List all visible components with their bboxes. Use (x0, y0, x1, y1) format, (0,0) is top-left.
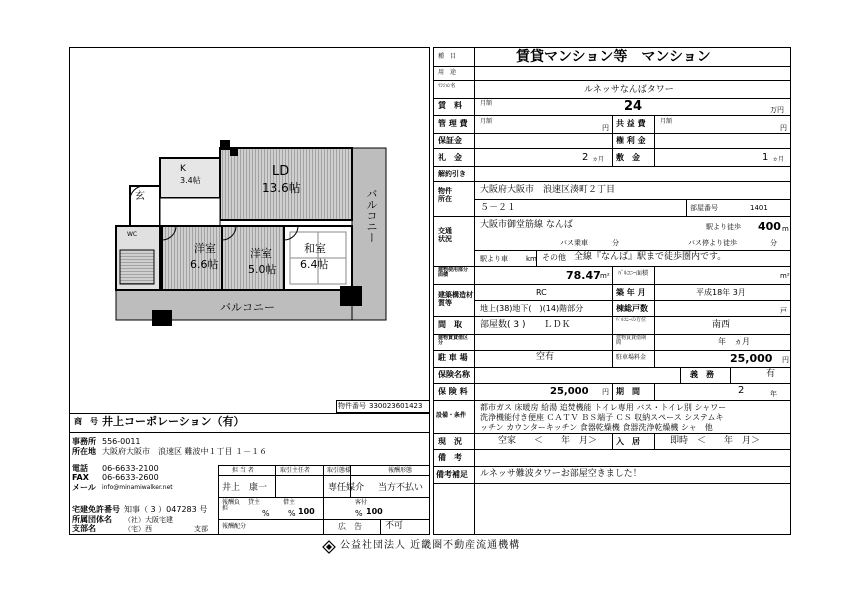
r-mid-2 (612, 266, 613, 334)
r-rule-24 (433, 483, 791, 484)
move-in-label: 入 居 (616, 437, 640, 446)
parking-label: 駐 車 場 (438, 353, 468, 362)
r-rule-14 (475, 300, 791, 301)
r-mid-3b (654, 334, 655, 367)
tel-label: 電話 (72, 464, 88, 473)
room-washitsu-label: 和室 (304, 242, 326, 255)
bus-ride: バス乗車 (560, 239, 588, 247)
insurance-fee-label: 保 険 料 (438, 387, 468, 396)
r-mid-1 (612, 115, 613, 166)
r-rule-2 (433, 80, 791, 81)
hoshu-label: 報酬形態 (388, 467, 413, 474)
r-rule-22 (433, 449, 791, 450)
postal-code: 556-0011 (102, 437, 141, 446)
shubetsu-label: 種 目 (438, 53, 457, 60)
parking-fee-unit: 円 (782, 356, 789, 364)
area-label: 建物使用部分面積 (438, 267, 469, 278)
assoc-name: （社）大阪宅建 (124, 516, 173, 524)
tel-number: 06-6633-2100 (102, 464, 159, 473)
room-kitchen-label: K (180, 164, 186, 174)
fee-burden-label: 報酬負担 (222, 499, 241, 512)
license-number: 知事（ 3 ）047283 号 (124, 505, 208, 514)
room-washitsu-size: 6.4帖 (300, 258, 329, 271)
status-value: 空家 ＜ 年 月＞ (498, 436, 598, 446)
madori-label: 間 取 (438, 320, 462, 329)
walk-label: 駅より徒歩 (706, 223, 741, 231)
insurance-fee-unit: 円 (602, 388, 609, 396)
r-rule-7 (433, 166, 791, 167)
other-label: その他 (542, 253, 566, 262)
property-name: ルネッサなんばタワー (584, 85, 674, 95)
bus-stop-walk: バス停より徒歩 (688, 239, 737, 247)
age-value: 平成18年 3月 (696, 288, 746, 297)
room-yoshitsu2-size: 5.0帖 (248, 263, 277, 276)
tanto-label: 担 当 者 (232, 467, 254, 474)
direction-value: 南西 (712, 320, 731, 330)
period-unit: 年 (770, 390, 777, 398)
area-value: 78.47 (566, 269, 601, 282)
kyoeki-label: 共 益 費 (616, 119, 646, 128)
assoc-label: 所属団体名 (72, 515, 112, 524)
insurance-name-label: 保険名称 (438, 370, 470, 379)
hoshu-value: 当方不払い (378, 483, 424, 493)
property-no-label: 物件番号 (338, 402, 366, 410)
parking-fee-value: 25,000 (730, 352, 773, 365)
area-unit: m² (600, 272, 610, 280)
term-label: 建物賃貸借期間 (616, 335, 647, 346)
footer-org: 公益社団法人 近畿圏不動産流通機構 (340, 540, 521, 551)
other-text: 全線『なんば』駅まで徒歩圏内です。 (574, 252, 727, 262)
staff-col-1 (275, 465, 276, 497)
reikin-label: 礼 金 (438, 153, 462, 162)
kashi-value: % (262, 509, 270, 518)
parking-value: 空有 (536, 352, 555, 362)
reikin-unit: ヵ月 (592, 156, 605, 163)
office-label: 事務所 (72, 437, 96, 446)
kaiyaku-label: 解約引き (438, 170, 466, 178)
struct-value: RC (536, 288, 547, 297)
shikikin-value: 1 (762, 152, 769, 163)
status-label: 現 況 (438, 437, 462, 446)
kashi-label: 貸主 (248, 499, 261, 506)
r-rule-11 (475, 250, 791, 251)
mail-label: メール (72, 483, 96, 492)
r-mid-7 (686, 199, 687, 216)
move-in-value: 即時 ＜ 年 月＞ (670, 436, 761, 446)
shugyo-label: 取引主任者 (280, 467, 311, 474)
bus-min: 分 (612, 239, 619, 247)
r-rule-23 (433, 466, 791, 467)
rooms-value: 部屋数( 3 ) ＬＤＫ (480, 320, 571, 330)
units-unit: 戸 (780, 307, 787, 315)
karite-label: 借主 (283, 499, 296, 506)
rent-unit: 万円 (770, 106, 784, 114)
company-name-label: 商 号 (74, 417, 98, 426)
karite-pct: % (288, 509, 296, 518)
name-label: ﾏﾝｼｮﾝ名 (438, 83, 456, 89)
train-line: 大阪市御堂筋線 なんば (480, 220, 573, 230)
walk-unit: m (782, 225, 789, 233)
r-mid-3 (612, 334, 613, 367)
direction-label: ﾊﾞﾙｺﾆｰの方位 (616, 317, 647, 323)
balcony-bottom-label: バルコニー (220, 301, 275, 314)
yoto-label: 用 途 (438, 69, 457, 76)
r-mid-5 (612, 383, 613, 400)
balcony-right-label: バルコニー (365, 188, 378, 243)
rent-value: 24 (624, 99, 643, 114)
staff-rule-3 (218, 519, 430, 520)
period-label: 期 間 (616, 387, 640, 396)
bus-stop-min: 分 (770, 239, 777, 247)
balcony-area-label: ﾊﾞﾙｺﾆｰ面積 (618, 270, 649, 277)
license-label: 宅建免許番号 (72, 505, 120, 514)
haibun-value: 100 (366, 507, 383, 516)
location-label: 物件所在 (438, 187, 452, 203)
r-rule-20 (433, 400, 791, 401)
rent-label: 賃 料 (438, 101, 462, 110)
address-label: 所在地 (72, 447, 96, 456)
r-mid-4 (680, 367, 681, 383)
property-no: 330023601423 (369, 402, 423, 410)
kenri-label: 権 利 金 (616, 136, 646, 145)
r-mid-6 (612, 433, 613, 449)
room-ld-size: 13.6帖 (262, 181, 301, 195)
total-units-label: 棟総戸数 (616, 304, 648, 313)
reikin-value: 2 (582, 152, 589, 163)
r-mid-5b (654, 383, 655, 400)
balcony-area-unit: m² (780, 272, 790, 280)
branch-name: （宅）西 支部 (124, 525, 208, 533)
contract-label: 建物賃貸借区分 (438, 335, 469, 346)
room-kitchen-size: 3.4帖 (180, 176, 201, 185)
kanri-monthly: 月額 (480, 118, 493, 125)
hosho-label: 保証金 (438, 136, 462, 145)
kokoku-value: 不可 (385, 521, 404, 531)
org-logo-icon (322, 540, 336, 554)
staff-col-2 (323, 465, 324, 535)
shubetsu-value: 賃貸マンション等 マンション (516, 49, 711, 65)
company-top-rule (69, 413, 430, 414)
room-ld-label: LD (272, 164, 290, 179)
branch-label: 支部名 (72, 524, 96, 533)
fee-dist-label: 報酬配分 (222, 523, 247, 530)
kanri-unit: 円 (602, 124, 609, 132)
room-wc-label: WC (127, 231, 138, 238)
fax-label: FAX (72, 473, 89, 482)
struct-label: 建築構造材質等 (438, 291, 473, 307)
kanri-label: 管 理 費 (438, 119, 468, 128)
location-line1: 大阪府大阪市 浪速区湊町２丁目 (480, 185, 616, 195)
r-rule-10 (433, 216, 791, 217)
floorplan-drawing (90, 130, 390, 330)
mail-address: info@minamiwalker.net (102, 484, 173, 491)
fax-number: 06-6633-2600 (102, 473, 159, 482)
room-no-label: 部屋番号 (690, 204, 718, 212)
room-no-value: 1401 (750, 204, 768, 212)
floors-value: 地上(38)地下( )(14)階部分 (480, 304, 584, 313)
parking-fee-label: 駐車場料金 (616, 354, 647, 361)
traffic-label: 交通状況 (438, 227, 452, 243)
r-rule-8 (433, 181, 791, 182)
room-yoshitsu1-label: 洋室 (194, 242, 216, 255)
r-rule-9 (475, 199, 791, 200)
equip-label: 設備・条件 (436, 412, 467, 419)
age-label: 築 年 月 (616, 288, 646, 297)
staff-col-4 (380, 519, 381, 535)
staff-rule-1 (218, 475, 430, 476)
room-yoshitsu1-size: 6.6帖 (190, 258, 219, 271)
r-rule-18 (433, 367, 791, 368)
r-mid-1b (654, 115, 655, 166)
term-value: 年 ヵ月 (718, 337, 750, 346)
r-mid-4b (730, 367, 731, 383)
equip-line1: 都市ガス 床暖房 給湯 追焚機能 トイレ専用 バス・トイレ別 シャワー (480, 403, 727, 412)
walk-value: 400 (758, 220, 781, 233)
kyoeki-monthly: 月額 (660, 118, 673, 125)
obligation-value: 有 (766, 369, 776, 379)
room-genkan-label: 玄 (135, 191, 145, 202)
shikikin-unit: ヵ月 (772, 156, 785, 163)
location-line2: ５－２１ (480, 203, 517, 213)
equip-line2: 洗浄機能付き便座 ＣＡＴＶ ＢＳ端子 ＣＳ 収納スペース システムキ (480, 413, 724, 422)
right-label-col (474, 47, 475, 535)
taiyo-value: 専任媒介 (328, 483, 365, 493)
company-name-rule (69, 432, 430, 433)
staff-rule-2 (218, 497, 430, 498)
company-name: 井上コーポレーション（有） (102, 415, 245, 428)
car-km: km (526, 255, 537, 263)
note-label: 備考補足 (436, 470, 468, 479)
haibun-label: 客付 (355, 499, 368, 506)
r-rule-1 (433, 66, 791, 67)
company-address: 大阪府大阪市 浪速区 難波中１丁目 １－１６ (102, 447, 268, 456)
note-value: ルネッサ難波タワーお部屋空きました！ (480, 469, 642, 479)
shikikin-label: 敷 金 (616, 153, 640, 162)
r-rule-3 (433, 98, 791, 99)
tanto-name: 井上 康一 (222, 483, 268, 493)
kokoku-label: 広 告 (338, 522, 362, 531)
haibun-pct: % (355, 509, 363, 518)
r-mid-6b (654, 433, 655, 449)
equip-line3: ッチン カウンターキッチン 食器乾燥機 食器洗浄乾燥機 シャ 他 (480, 423, 713, 432)
kyoeki-unit: 円 (780, 124, 787, 132)
remarks-label: 備 考 (438, 453, 462, 462)
room-yoshitsu2-label: 洋室 (250, 247, 272, 260)
rent-monthly: 月額 (480, 100, 493, 107)
obligation-label: 義 務 (690, 370, 714, 379)
taiyo-label: 取引態様 (327, 467, 352, 474)
period-value: 2 (738, 385, 745, 396)
r-mid-2b (654, 266, 655, 334)
karite-value: 100 (298, 507, 315, 516)
insurance-fee-value: 25,000 (550, 386, 589, 397)
from-station-car: 駅より車 (480, 255, 508, 263)
